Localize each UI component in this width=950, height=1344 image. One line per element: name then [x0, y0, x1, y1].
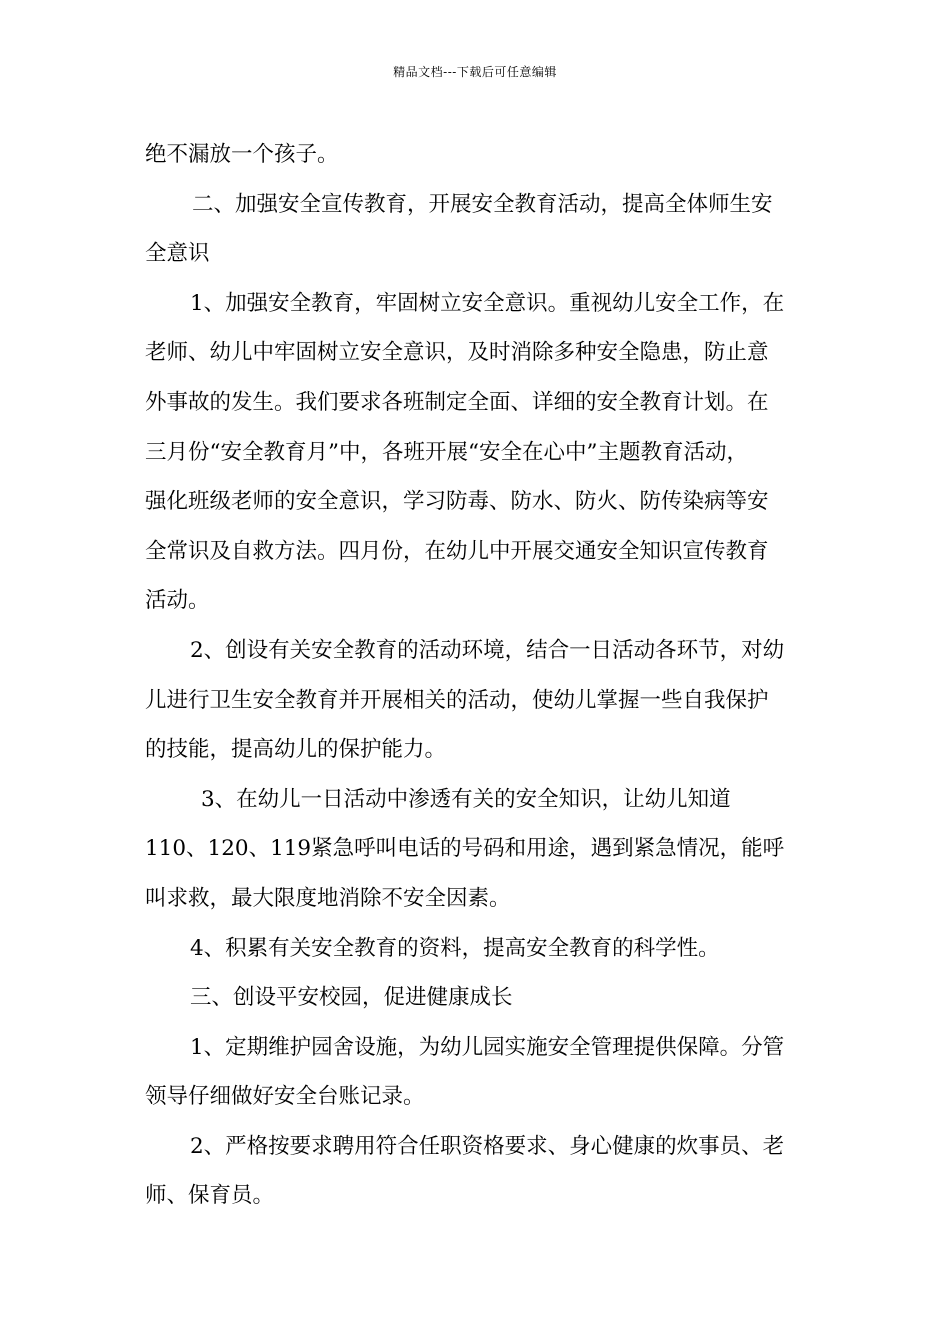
paragraph-line: 1、定期维护园舍设施，为幼儿园实施安全管理提供保障。分管	[190, 1034, 785, 1060]
section-heading-line: 二、加强安全宣传教育，开展安全教育活动，提高全体师生安	[192, 191, 773, 217]
paragraph-line: 儿进行卫生安全教育并开展相关的活动，使幼儿掌握一些自我保护	[145, 687, 769, 713]
paragraph-line: 师、保育员。	[145, 1183, 275, 1209]
paragraph-line: 领导仔细做好安全台账记录。	[145, 1084, 425, 1110]
paragraph-line: 全常识及自救方法。四月份，在幼儿中开展交通安全知识宣传教育	[145, 538, 769, 564]
paragraph-line: 强化班级老师的安全意识，学习防毒、防水、防火、防传染病等安	[145, 489, 769, 515]
section-heading-line: 全意识	[145, 241, 210, 267]
section-heading-line: 三、创设平安校园，促进健康成长	[190, 985, 513, 1011]
paragraph-line: 3、在幼儿一日活动中渗透有关的安全知识，让幼儿知道	[201, 786, 731, 812]
paragraph-line: 三月份“安全教育月”中，各班开展“安全在心中”主题教育活动，	[145, 439, 748, 465]
paragraph-line: 绝不漏放一个孩子。	[145, 142, 339, 167]
paragraph-line: 老师、幼儿中牢固树立安全意识，及时消除多种安全隐患，防止意	[145, 340, 769, 366]
paragraph-line: 2、严格按要求聘用符合任职资格要求、身心健康的炊事员、老	[190, 1133, 785, 1159]
paragraph-line: 110、120、119紧急呼叫电话的号码和用途，遇到紧急情况，能呼	[145, 836, 785, 862]
paragraph-line: 外事故的发生。我们要求各班制定全面、详细的安全教育计划。在	[145, 389, 769, 415]
paragraph-line: 的技能，提高幼儿的保护能力。	[145, 737, 447, 763]
paragraph-line: 活动。	[145, 588, 210, 614]
paragraph-line: 2、创设有关安全教育的活动环境，结合一日活动各环节，对幼	[190, 637, 785, 663]
paragraph-line: 1、加强安全教育，牢固树立安全意识。重视幼儿安全工作，在	[190, 290, 785, 316]
document-body	[145, 130, 821, 1221]
page-header: 精品文档---下载后可任意编辑	[393, 65, 557, 79]
paragraph-line: 4、积累有关安全教育的资料，提高安全教育的科学性。	[190, 935, 720, 961]
paragraph-line: 叫求救，最大限度地消除不安全因素。	[145, 885, 511, 911]
